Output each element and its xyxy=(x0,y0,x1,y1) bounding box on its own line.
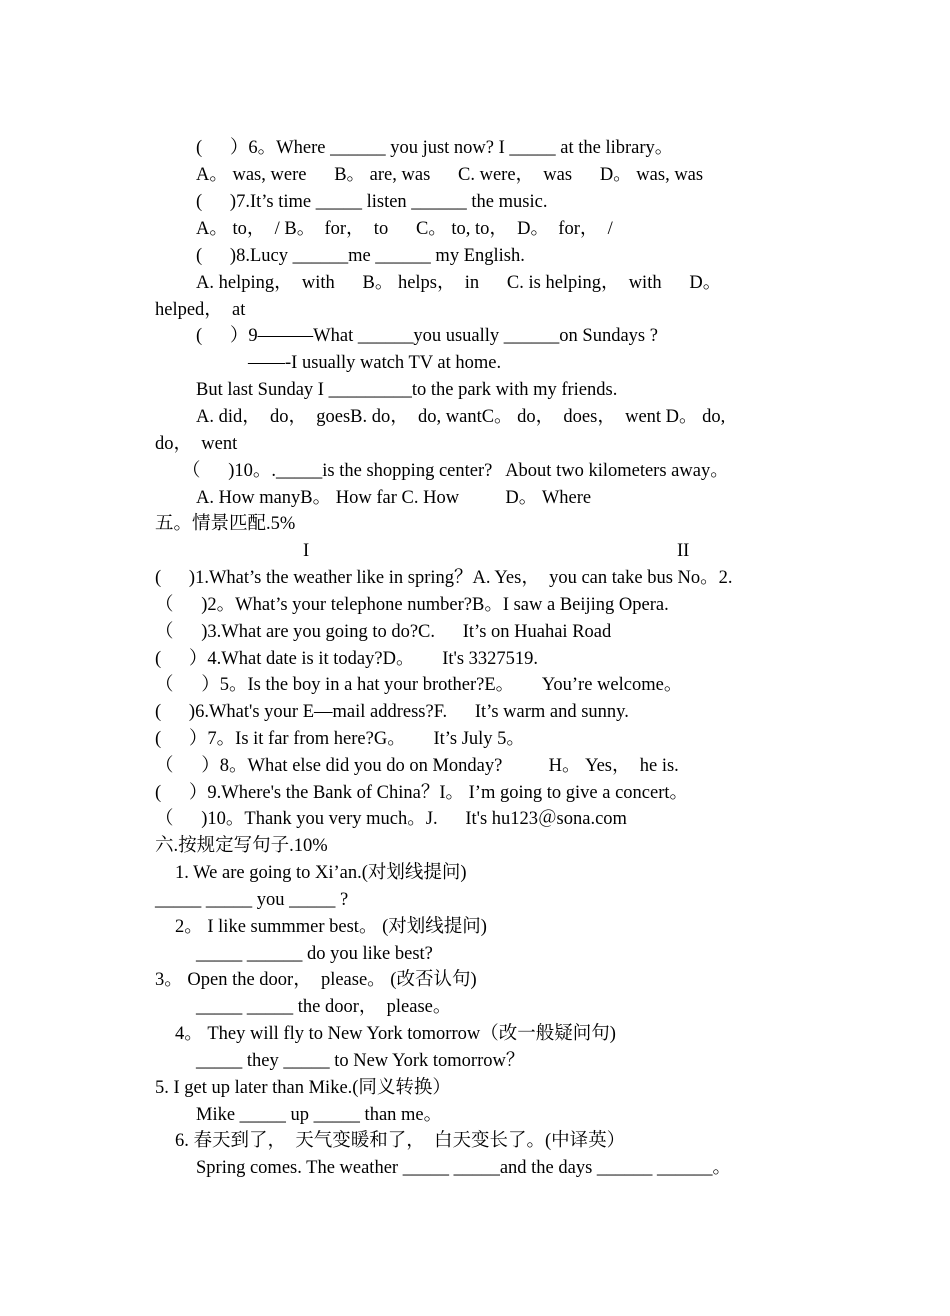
match-item-9 xyxy=(0,780,950,807)
question-10 xyxy=(0,458,950,485)
line-text: Mike _____ up _____ than me。 xyxy=(196,1105,443,1125)
rewrite-4-blank xyxy=(0,1048,950,1075)
line-text: ( ）6。Where ______ you just now? I _____ at the library。 xyxy=(196,138,674,158)
question-8 xyxy=(0,243,950,270)
question-9-options xyxy=(0,404,950,431)
line-text: ——-I usually watch TV at home. xyxy=(248,353,502,373)
line-text: _____ ______ do you like best? xyxy=(196,944,433,964)
rewrite-2 xyxy=(0,914,950,941)
line-text: A。 to， / B。 for， to C。 to, to， D。 for， / xyxy=(196,219,613,239)
section-5-heading xyxy=(0,511,950,538)
rewrite-6-blank xyxy=(0,1155,950,1182)
question-6 xyxy=(0,135,950,162)
line-text: （ ）8。What else did you do on Monday? H。 Yes， he is. xyxy=(155,756,679,776)
match-item-10 xyxy=(0,806,950,833)
question-7-options xyxy=(0,216,950,243)
question-9 xyxy=(0,323,950,350)
match-column-headers xyxy=(0,538,950,565)
line-text: （ )3.What are you going to do?C. It’s on Huahai Road xyxy=(155,622,612,642)
section-6-heading xyxy=(0,833,950,860)
line-text: ( )8.Lucy ______me ______ my English. xyxy=(196,246,525,266)
line-text: A. helping， with B。 helps， in C. is helping， with D。 xyxy=(196,273,722,293)
line-text: 2。 I like summmer best。 (对划线提问) xyxy=(175,917,487,937)
line-text: ( ）9———What ______you usually ______on Sundays ? xyxy=(196,326,658,346)
rewrite-1 xyxy=(0,860,950,887)
rewrite-5-blank xyxy=(0,1102,950,1129)
question-9-answer xyxy=(0,350,950,377)
line-text: ( )7.It’s time _____ listen ______ the music. xyxy=(196,192,548,212)
match-item-7 xyxy=(0,726,950,753)
line-text: _____ they _____ to New York tomorrow？ xyxy=(196,1051,525,1071)
line-text: A。 was, were B。 are, was C. were， was D。 was, was xyxy=(196,165,704,185)
rewrite-2-blank xyxy=(0,941,950,968)
question-8-options xyxy=(0,270,950,297)
rewrite-3-blank xyxy=(0,994,950,1021)
match-item-1 xyxy=(0,565,950,592)
line-text: 5. I get up later than Mike.(同义转换） xyxy=(155,1078,451,1098)
question-8-options-cont xyxy=(0,297,950,324)
line-text: 3。 Open the door， please。 (改否认句) xyxy=(155,970,477,990)
line-text: （ )10。._____is the shopping center? About two kilometers away。 xyxy=(182,461,729,481)
rewrite-3 xyxy=(0,967,950,994)
line-text: ( ）7。Is it far from here?G。 It’s July 5。 xyxy=(155,729,525,749)
rewrite-4 xyxy=(0,1021,950,1048)
question-6-options xyxy=(0,162,950,189)
line-text: Spring comes. The weather _____ _____and the days ______ ______。 xyxy=(196,1158,732,1178)
match-item-5 xyxy=(0,672,950,699)
match-item-8 xyxy=(0,753,950,780)
rewrite-6 xyxy=(0,1128,950,1155)
line-text: 五。情景匹配.5% xyxy=(155,514,296,534)
column-header-ii: II xyxy=(677,541,690,561)
line-text: _____ _____ the door， please。 xyxy=(196,997,452,1017)
line-text: 4。 They will fly to New York tomorrow（改一般疑问句) xyxy=(175,1024,616,1044)
line-text: do， went xyxy=(155,434,238,454)
line-text: A. did， do， goesB. do， do, wantC。 do， does， went D。 do, xyxy=(196,407,726,427)
match-item-4 xyxy=(0,646,950,673)
line-text: （ )10。Thank you very much。J. It's hu123＠sona.com xyxy=(155,809,627,829)
line-text: （ ）5。Is the boy in a hat your brother?E。 You’re welcome。 xyxy=(155,675,683,695)
question-9-continued xyxy=(0,377,950,404)
line-text: 6. 春天到了， 天气变暖和了， 白天变长了。(中译英） xyxy=(175,1131,626,1151)
line-text: 六.按规定写句子.10% xyxy=(155,836,328,856)
line-text: But last Sunday I _________to the park with my friends. xyxy=(196,380,618,400)
column-header-i: I xyxy=(303,541,310,561)
line-text: _____ _____ you _____ ? xyxy=(155,890,349,910)
match-item-2 xyxy=(0,592,950,619)
line-text: ( ）4.What date is it today?D。 It's 3327519. xyxy=(155,649,539,669)
match-item-6 xyxy=(0,699,950,726)
rewrite-1-blank xyxy=(0,887,950,914)
line-text: helped， at xyxy=(155,300,246,320)
line-text: A. How manyB。 How far C. How D。 Where xyxy=(196,488,592,508)
question-7 xyxy=(0,189,950,216)
line-text: ( )6.What's your E—mail address?F. It’s warm and sunny. xyxy=(155,702,629,722)
question-10-options xyxy=(0,485,950,512)
line-text: ( )1.What’s the weather like in spring？A. Yes， you can take bus No。2. xyxy=(155,568,733,588)
match-item-3 xyxy=(0,619,950,646)
line-text: ( ）9.Where's the Bank of China？I。 I’m going to give a concert。 xyxy=(155,783,689,803)
question-9-options-cont xyxy=(0,431,950,458)
line-text: 1. We are going to Xi’an.(对划线提问) xyxy=(175,863,467,883)
rewrite-5 xyxy=(0,1075,950,1102)
line-text: （ )2。What’s your telephone number?B。I saw a Beijing Opera. xyxy=(155,595,669,615)
